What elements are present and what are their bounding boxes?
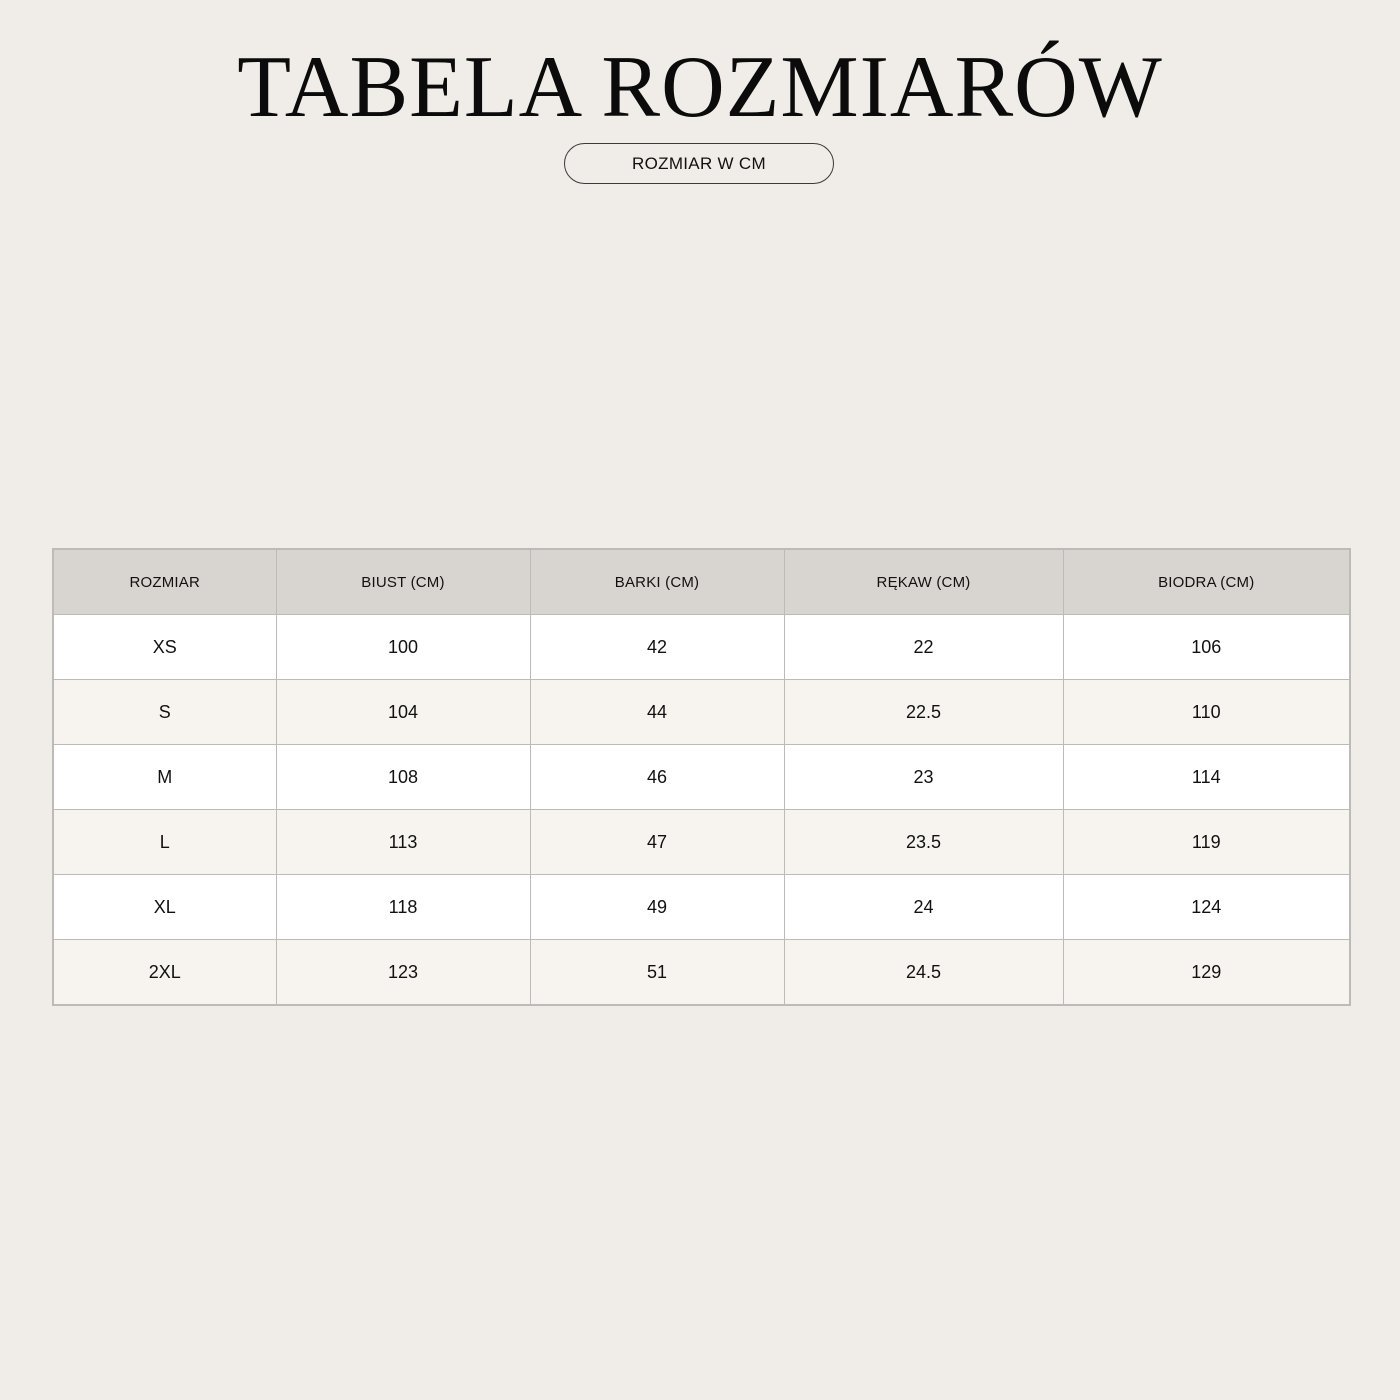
cell-shoulders: 49 — [530, 875, 784, 940]
cell-hips: 124 — [1063, 875, 1350, 940]
cell-shoulders: 47 — [530, 810, 784, 875]
cell-size: M — [53, 745, 276, 810]
table-row — [53, 615, 1350, 680]
cell-size: 2XL — [53, 940, 276, 1006]
cell-sleeve: 22.5 — [784, 680, 1063, 745]
cell-sleeve: 23 — [784, 745, 1063, 810]
column-header-shoulders: BARKI (CM) — [530, 549, 784, 615]
table-row — [53, 810, 1350, 875]
cell-sleeve: 22 — [784, 615, 1063, 680]
unit-badge: ROZMIAR W CM — [564, 143, 834, 184]
cell-shoulders: 42 — [530, 615, 784, 680]
cell-bust: 113 — [276, 810, 530, 875]
column-header-hips: BIODRA (CM) — [1063, 549, 1350, 615]
table-header-row — [53, 549, 1350, 615]
cell-size: L — [53, 810, 276, 875]
cell-hips: 129 — [1063, 940, 1350, 1006]
cell-hips: 119 — [1063, 810, 1350, 875]
cell-sleeve: 24 — [784, 875, 1063, 940]
cell-shoulders: 51 — [530, 940, 784, 1006]
cell-hips: 106 — [1063, 615, 1350, 680]
cell-shoulders: 44 — [530, 680, 784, 745]
cell-bust: 104 — [276, 680, 530, 745]
column-header-size: ROZMIAR — [53, 549, 276, 615]
table-row — [53, 940, 1350, 1006]
table-row — [53, 875, 1350, 940]
cell-hips: 114 — [1063, 745, 1350, 810]
cell-bust: 123 — [276, 940, 530, 1006]
column-header-sleeve: RĘKAW (CM) — [784, 549, 1063, 615]
table-row — [53, 745, 1350, 810]
cell-size: XS — [53, 615, 276, 680]
cell-bust: 118 — [276, 875, 530, 940]
size-table — [52, 548, 1351, 1006]
cell-sleeve: 24.5 — [784, 940, 1063, 1006]
cell-hips: 110 — [1063, 680, 1350, 745]
cell-shoulders: 46 — [530, 745, 784, 810]
cell-size: XL — [53, 875, 276, 940]
page-title: TABELA ROZMIARÓW — [237, 39, 1163, 136]
column-header-bust: BIUST (CM) — [276, 549, 530, 615]
cell-bust: 100 — [276, 615, 530, 680]
cell-bust: 108 — [276, 745, 530, 810]
cell-size: S — [53, 680, 276, 745]
cell-sleeve: 23.5 — [784, 810, 1063, 875]
table-row — [53, 680, 1350, 745]
